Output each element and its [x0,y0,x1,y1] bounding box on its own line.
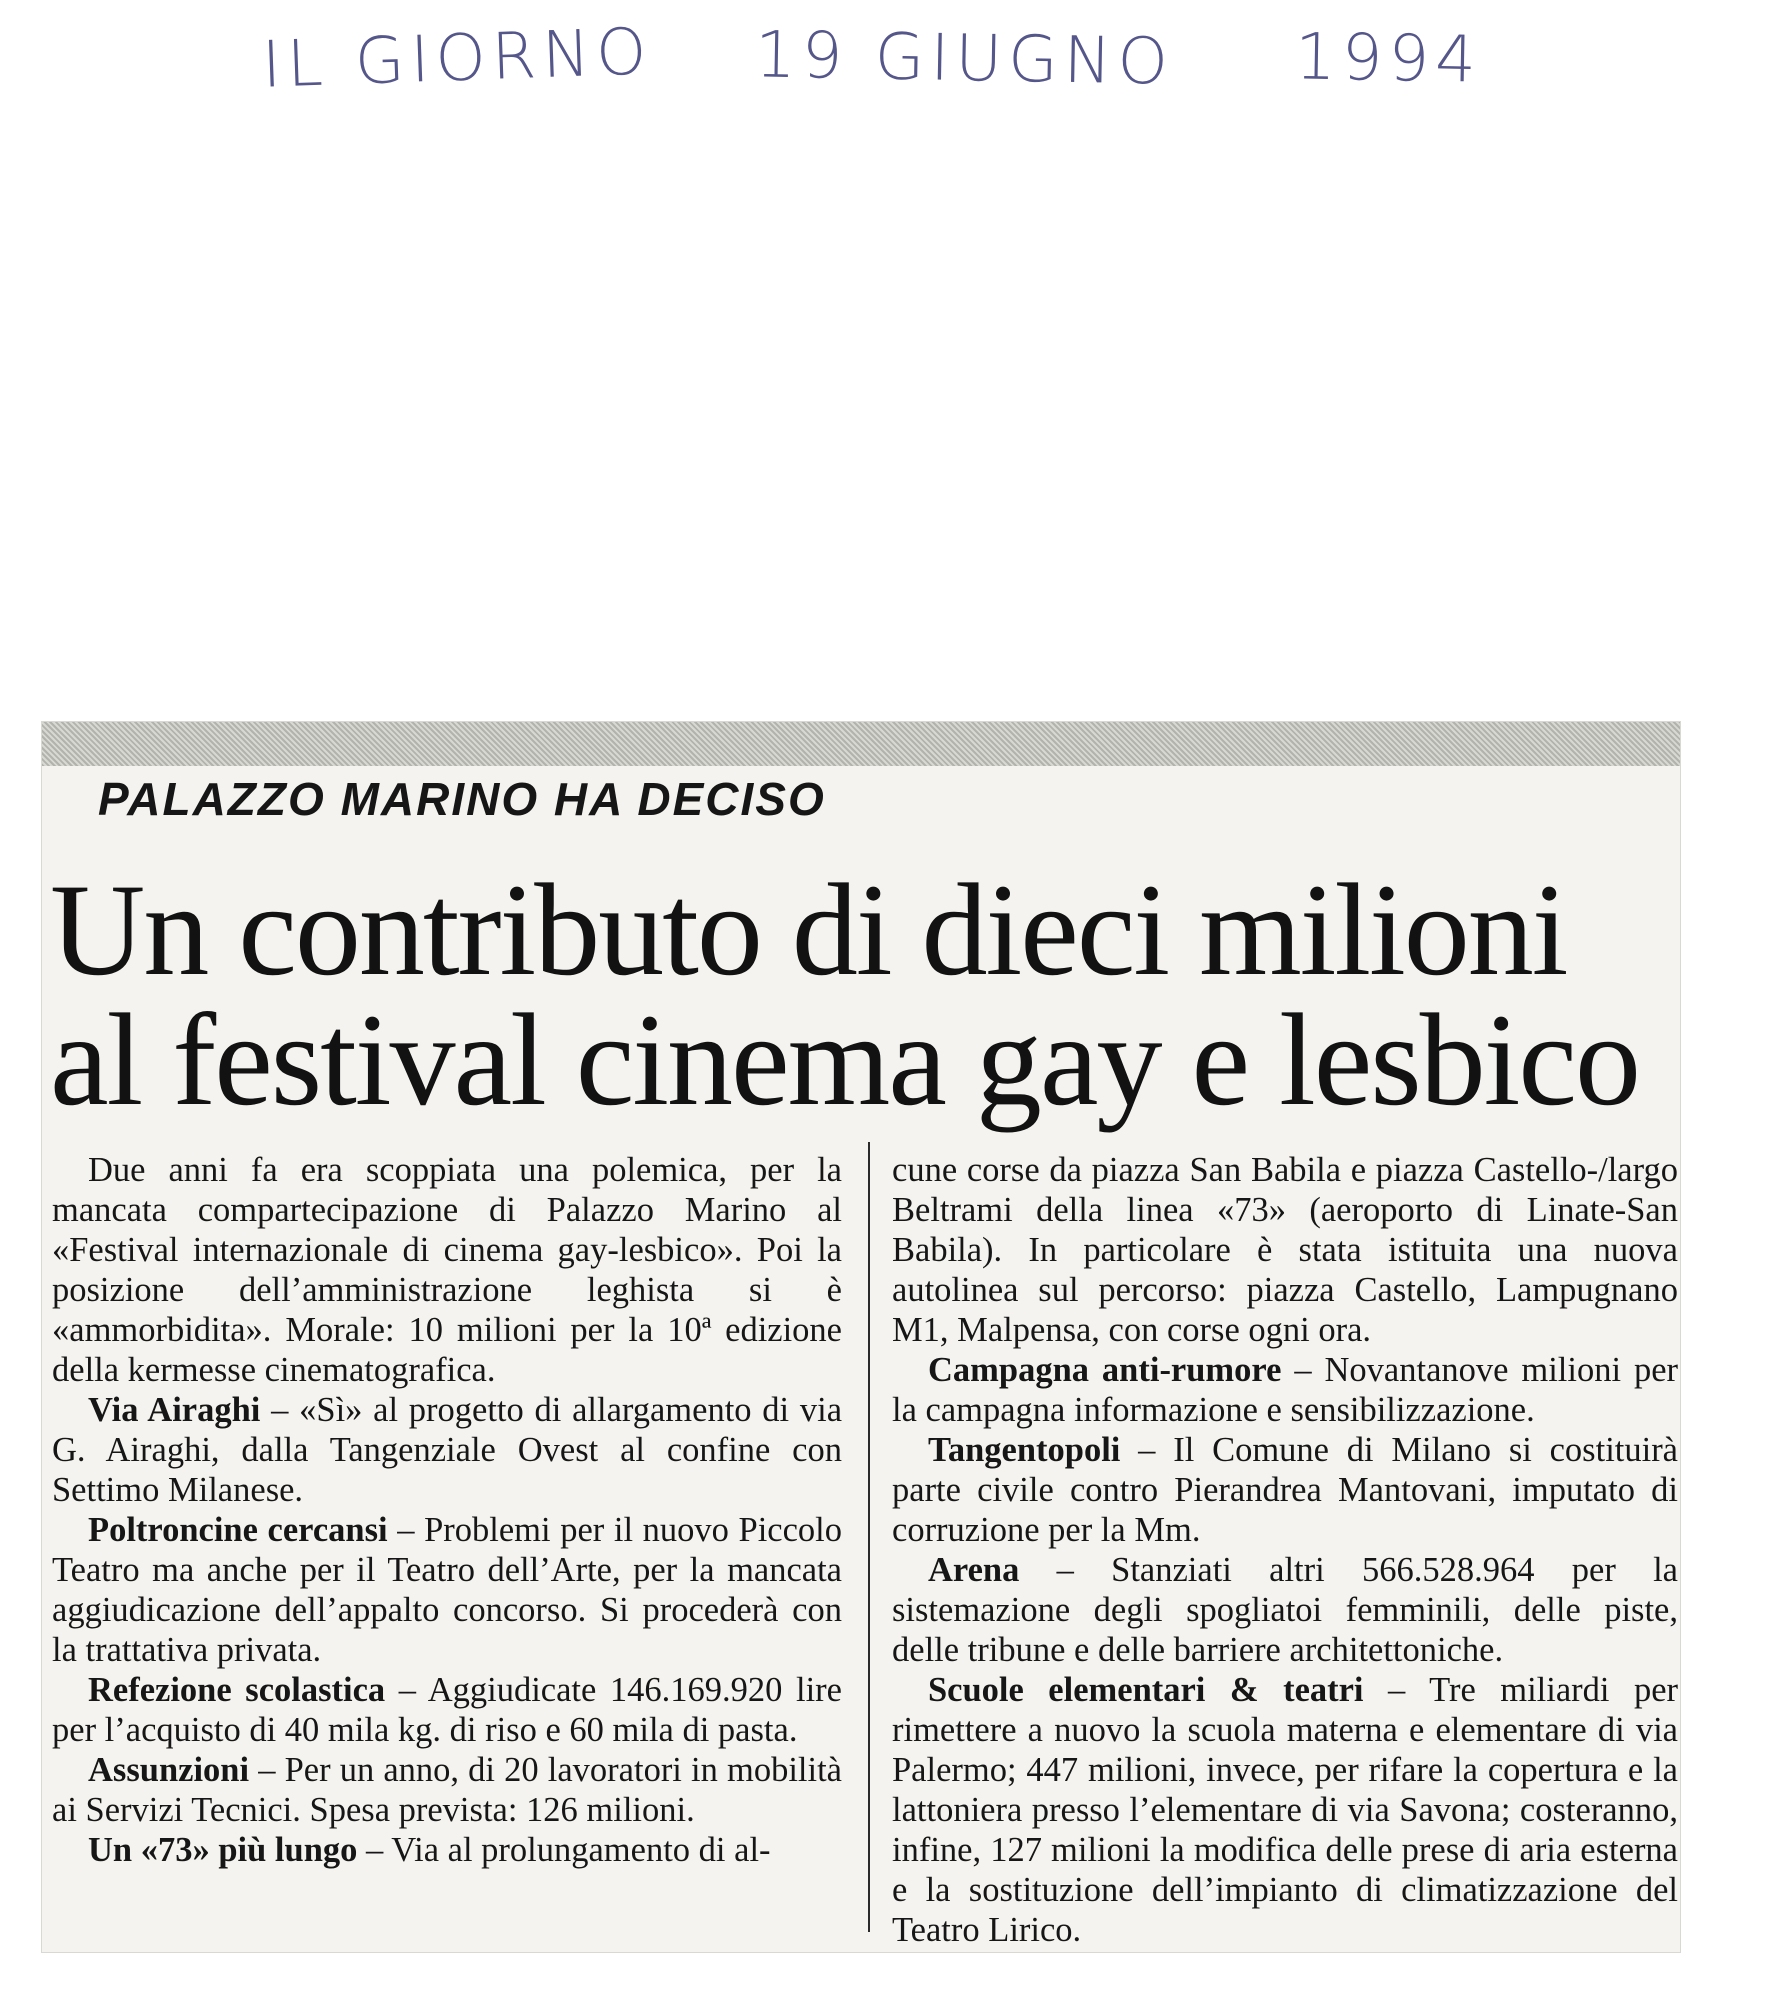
article-item [52,1510,842,1670]
article-item [52,1830,842,1870]
item-body: – Novantanove milioni per la campagna informazione e sensibilizzazione. [892,1351,1678,1429]
article-intro: Due anni fa era scoppiata una polemica, per la mancata compartecipazione di Palazzo Marino al «Festival internazionale di cinema gay-lesbico». Poi la posizione dell’amministrazione leghista si è «ammorbidita». Morale: 10 milioni per la 10ª edizione della kermesse cinematografica. [52,1151,842,1389]
item-body: – Problemi per il nuovo Piccolo Teatro ma anche per il Teatro dell’Arte, per la mancata aggiudicazione dell’appalto concorso. Si procederà con la trattativa privata. [52,1511,843,1669]
item-body: – Il Comune di Milano si costituirà parte civile contro Pierandrea Mantovani, imputato di corruzione per la Mm. [892,1431,1678,1549]
article-item [892,1550,1678,1670]
item-body: – Per un anno, di 20 lavoratori in mobilità ai Servizi Tecnici. Spesa prevista: 126 milioni. [52,1751,842,1829]
item-body: – Stanziati altri 566.528.964 per la sistemazione degli spogliatoi femminili, delle piste, delle tribune e delle barriere architettoniche. [892,1551,1678,1669]
item-body: – Via al prolungamento di al- [357,1831,771,1869]
article-item [892,1430,1678,1550]
newspaper-clipping [42,722,1680,1952]
article-kicker: PALAZZO MARINO HA DECISO [98,773,826,825]
item-heading: Un «73» più lungo [88,1831,358,1869]
article-item [52,1670,842,1750]
item-heading: Arena [928,1551,1020,1589]
item-heading: Assunzioni [88,1751,250,1789]
item-body: – «Sì» al progetto di allargamento di via G. Airaghi, dalla Tangenziale Ovest al confine con Settimo Milanese. [52,1391,843,1509]
column-divider [868,1142,870,1932]
article-item [892,1350,1678,1430]
handwritten-newspaper-name: IL GIORNO [260,15,654,103]
kicker-halftone-band [42,722,1680,766]
item-heading: Poltroncine cercansi [88,1511,388,1549]
handwritten-year: 1994 [1294,20,1483,98]
item-heading: Tangentopoli [928,1431,1121,1469]
article-item [52,1390,842,1510]
item-heading: Via Airaghi [88,1391,261,1429]
item-heading: Campagna anti-rumore [928,1351,1282,1389]
article-item [52,1750,842,1830]
column-continuation: cune corse da piazza San Babila e piazza Castello-/largo Beltrami della linea «73» (aeroporto di Linate-San Babila). In particolare è stata istituita una nuova autolinea sul percorso: piazza Castello, Lampugnano M1, Malpensa, con corse ogni ora. [892,1151,1678,1349]
article-item [892,1670,1678,1950]
article-column-right [892,1150,1678,1950]
headline-line-1: Un contributo di dieci milioni [50,856,1567,1003]
article-column-left [52,1150,842,1870]
item-body: – Aggiudicate 146.169.920 lire per l’acquisto di 40 mila kg. di riso e 60 mila di pasta. [52,1671,842,1749]
item-heading: Scuole elementari & teatri [928,1671,1364,1709]
item-body: – Tre miliardi per rimettere a nuovo la scuola materna e elementare di via Palermo; 447 milioni, invece, per rifare la copertura e la lattoniera presso l’elementare di via Savona; costeranno, infine, 127 milioni la modifica delle prese di aria esterna e la sostituzione dell’impianto di climatizzazione del Teatro Lirico. [892,1671,1678,1949]
item-heading: Refezione scolastica [88,1671,386,1709]
handwritten-date: 19 GIUGNO [754,18,1175,100]
headline-line-2: al festival cinema gay e lesbico [50,986,1639,1133]
